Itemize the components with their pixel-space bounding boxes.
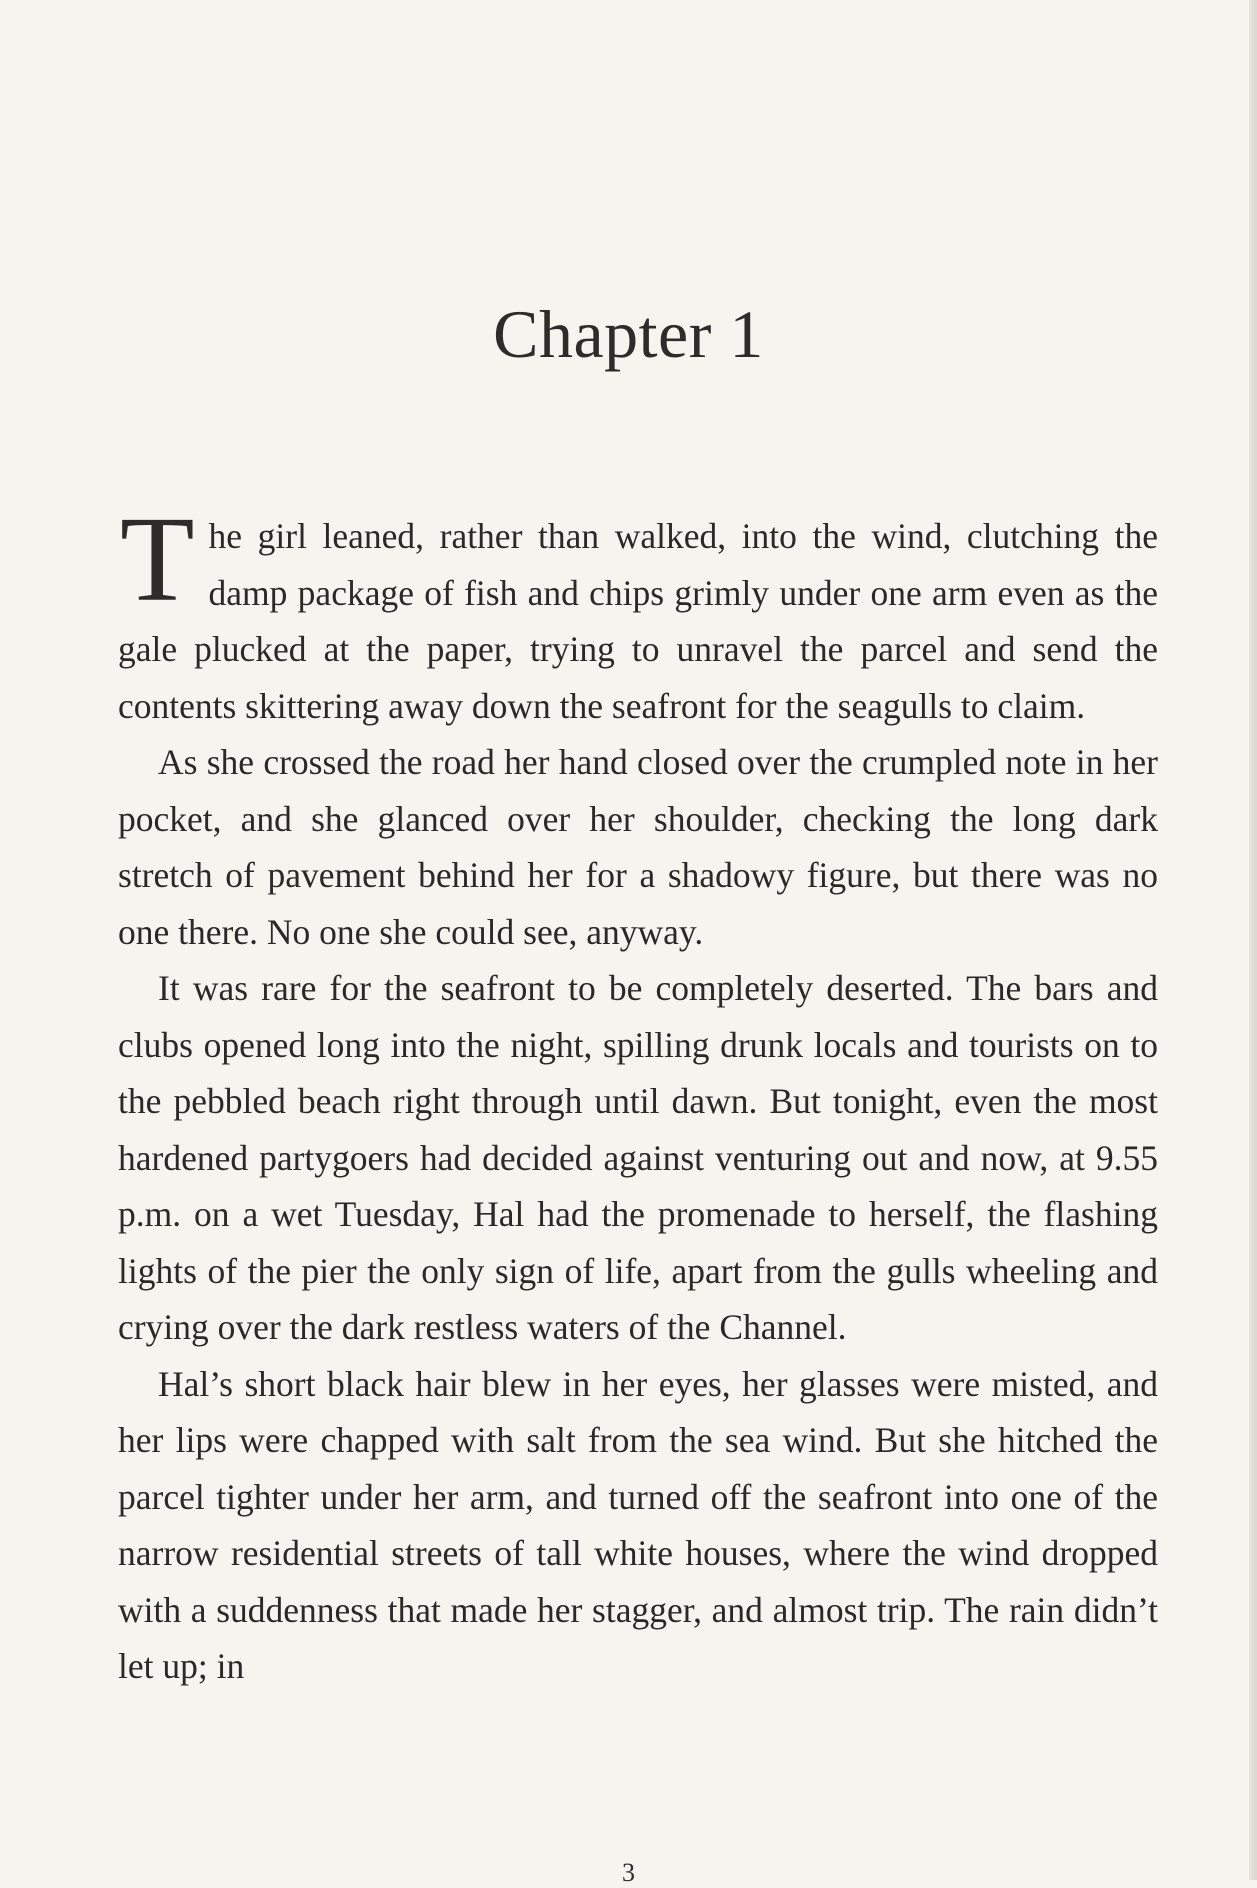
body-text <box>118 492 1158 1695</box>
paragraph-2: As she crossed the road her hand closed over the crumpled note in her pocket, and she glanced over her shoulder, checking the long dark stretch of pavement behind her for a shadowy figure, but there was no one there. No one she could see, anyway. <box>118 742 1158 952</box>
page-edge <box>1249 0 1257 1880</box>
drop-cap: T <box>120 492 195 627</box>
chapter-title: Chapter 1 <box>493 296 764 372</box>
page-number: 3 <box>622 1858 635 1887</box>
paragraph-3: It was rare for the seafront to be completely deserted. The bars and clubs opened long into the night, spilling drunk locals and tourists on to the pebbled beach right through until dawn. But tonight, even the most hardened partygoers had decided against venturing out and now, at 9.55 p.m. on a wet Tuesday, Hal had the promenade to herself, the flashing lights of the pier the only sign of life, apart from the gulls wheeling and crying over the dark restless waters of the Channel. <box>118 968 1158 1347</box>
paragraph-1-text: he girl leaned, rather than walked, into the wind, clutching the damp package of fish and chips grimly under one arm even as the gale plucked at the paper, trying to unravel the parcel and send the contents skittering away down the seafront for the seagulls to claim. <box>118 516 1158 726</box>
paragraph-4: Hal’s short black hair blew in her eyes, her glasses were misted, and her lips were chapped with salt from the sea wind. But she hitched the parcel tighter under her arm, and turned off the seafront into one of the narrow residential streets of tall white houses, where the wind dropped with a suddenness that made her stagger, and almost trip. The rain didn’t let up; in <box>118 1363 1158 1686</box>
paragraph-1 <box>118 492 1158 734</box>
